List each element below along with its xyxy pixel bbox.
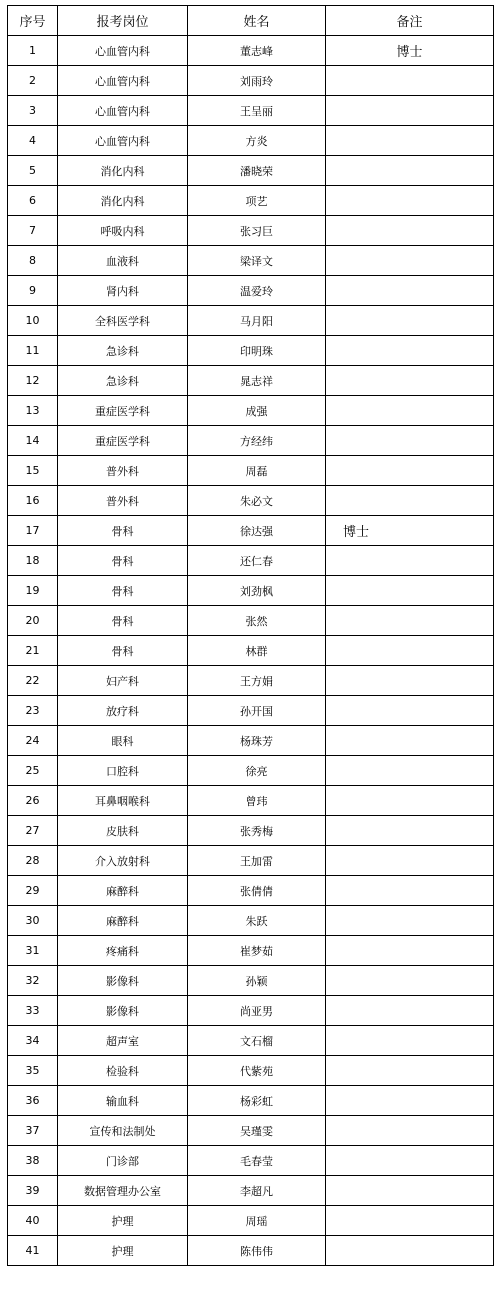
- table-row: [8, 546, 494, 576]
- cell-serial-number: 29: [8, 876, 58, 906]
- cell-applied-post: 眼科: [58, 726, 188, 756]
- cell-serial-number: 31: [8, 936, 58, 966]
- cell-applied-post: 心血管内科: [58, 66, 188, 96]
- header-remarks: 备注: [326, 6, 494, 36]
- cell-serial-number: 33: [8, 996, 58, 1026]
- cell-applied-post: 血液科: [58, 246, 188, 276]
- table-row: [8, 246, 494, 276]
- cell-remarks: [326, 456, 494, 486]
- table-row: [8, 1086, 494, 1116]
- table-row: [8, 66, 494, 96]
- cell-remarks: [326, 1116, 494, 1146]
- cell-applied-post: 骨科: [58, 576, 188, 606]
- cell-serial-number: 28: [8, 846, 58, 876]
- cell-applied-post: 妇产科: [58, 666, 188, 696]
- cell-remarks: [326, 876, 494, 906]
- cell-name: 崔梦茹: [188, 936, 326, 966]
- cell-applied-post: 护理: [58, 1206, 188, 1236]
- cell-name: 朱必文: [188, 486, 326, 516]
- table-row: [8, 876, 494, 906]
- table-row: [8, 906, 494, 936]
- cell-applied-post: 检验科: [58, 1056, 188, 1086]
- table-row: [8, 576, 494, 606]
- cell-applied-post: 骨科: [58, 546, 188, 576]
- cell-applied-post: 皮肤科: [58, 816, 188, 846]
- table-row: [8, 186, 494, 216]
- cell-name: 尚亚男: [188, 996, 326, 1026]
- cell-remarks: [326, 546, 494, 576]
- cell-applied-post: 影像科: [58, 966, 188, 996]
- cell-serial-number: 5: [8, 156, 58, 186]
- cell-serial-number: 39: [8, 1176, 58, 1206]
- table-row: [8, 336, 494, 366]
- cell-name: 孙开国: [188, 696, 326, 726]
- cell-remarks: [326, 606, 494, 636]
- cell-name: 张秀梅: [188, 816, 326, 846]
- roster-table: [7, 5, 494, 1266]
- cell-applied-post: 普外科: [58, 486, 188, 516]
- cell-applied-post: 疼痛科: [58, 936, 188, 966]
- cell-serial-number: 26: [8, 786, 58, 816]
- cell-serial-number: 24: [8, 726, 58, 756]
- cell-name: 徐亮: [188, 756, 326, 786]
- cell-name: 方经纬: [188, 426, 326, 456]
- table-row: [8, 456, 494, 486]
- cell-serial-number: 16: [8, 486, 58, 516]
- table-row: [8, 96, 494, 126]
- cell-applied-post: 骨科: [58, 636, 188, 666]
- cell-name: 周磊: [188, 456, 326, 486]
- cell-applied-post: 骨科: [58, 516, 188, 546]
- page-bottom-spacer: [7, 1270, 493, 1271]
- cell-serial-number: 36: [8, 1086, 58, 1116]
- cell-serial-number: 37: [8, 1116, 58, 1146]
- cell-applied-post: 数据管理办公室: [58, 1176, 188, 1206]
- cell-applied-post: 护理: [58, 1236, 188, 1266]
- cell-applied-post: 心血管内科: [58, 36, 188, 66]
- table-row: [8, 756, 494, 786]
- cell-name: 方炎: [188, 126, 326, 156]
- table-row: [8, 1056, 494, 1086]
- table-row: [8, 996, 494, 1026]
- cell-name: 刘劲枫: [188, 576, 326, 606]
- cell-serial-number: 23: [8, 696, 58, 726]
- table-row: [8, 156, 494, 186]
- cell-name: 张习巨: [188, 216, 326, 246]
- cell-applied-post: 麻醉科: [58, 876, 188, 906]
- header-applied-post: 报考岗位: [58, 6, 188, 36]
- cell-name: 马月阳: [188, 306, 326, 336]
- cell-serial-number: 38: [8, 1146, 58, 1176]
- cell-serial-number: 21: [8, 636, 58, 666]
- cell-remarks: [326, 966, 494, 996]
- cell-name: 徐达强: [188, 516, 326, 546]
- cell-name: 印明珠: [188, 336, 326, 366]
- cell-applied-post: 输血科: [58, 1086, 188, 1116]
- cell-serial-number: 9: [8, 276, 58, 306]
- cell-serial-number: 7: [8, 216, 58, 246]
- cell-remarks: [326, 1236, 494, 1266]
- cell-applied-post: 心血管内科: [58, 126, 188, 156]
- cell-remarks: [326, 216, 494, 246]
- cell-remarks: [326, 336, 494, 366]
- cell-remarks: [326, 846, 494, 876]
- cell-remarks: [326, 696, 494, 726]
- cell-name: 王呈丽: [188, 96, 326, 126]
- table-row: [8, 36, 494, 66]
- cell-remarks: 博士: [326, 516, 494, 546]
- cell-applied-post: 口腔科: [58, 756, 188, 786]
- cell-remarks: [326, 636, 494, 666]
- cell-serial-number: 30: [8, 906, 58, 936]
- cell-applied-post: 肾内科: [58, 276, 188, 306]
- cell-applied-post: 普外科: [58, 456, 188, 486]
- cell-name: 吴瑾雯: [188, 1116, 326, 1146]
- cell-applied-post: 消化内科: [58, 186, 188, 216]
- cell-applied-post: 影像科: [58, 996, 188, 1026]
- cell-name: 周瑶: [188, 1206, 326, 1236]
- header-row: [8, 6, 494, 36]
- cell-remarks: [326, 906, 494, 936]
- cell-applied-post: 宣传和法制处: [58, 1116, 188, 1146]
- cell-remarks: [326, 936, 494, 966]
- cell-remarks: [326, 186, 494, 216]
- cell-name: 杨珠芳: [188, 726, 326, 756]
- cell-remarks: [326, 426, 494, 456]
- cell-applied-post: 呼吸内科: [58, 216, 188, 246]
- table-row: [8, 1236, 494, 1266]
- cell-applied-post: 耳鼻咽喉科: [58, 786, 188, 816]
- cell-serial-number: 1: [8, 36, 58, 66]
- cell-applied-post: 急诊科: [58, 336, 188, 366]
- cell-applied-post: 骨科: [58, 606, 188, 636]
- cell-applied-post: 介入放射科: [58, 846, 188, 876]
- table-row: [8, 666, 494, 696]
- cell-remarks: [326, 126, 494, 156]
- table-row: [8, 306, 494, 336]
- cell-name: 刘雨玲: [188, 66, 326, 96]
- cell-serial-number: 27: [8, 816, 58, 846]
- cell-name: 曾玮: [188, 786, 326, 816]
- cell-remarks: [326, 1146, 494, 1176]
- cell-name: 项艺: [188, 186, 326, 216]
- cell-serial-number: 19: [8, 576, 58, 606]
- cell-remarks: [326, 576, 494, 606]
- cell-serial-number: 10: [8, 306, 58, 336]
- table-row: [8, 816, 494, 846]
- cell-name: 朱跃: [188, 906, 326, 936]
- cell-name: 杨彩虹: [188, 1086, 326, 1116]
- table-row: [8, 1176, 494, 1206]
- cell-remarks: [326, 156, 494, 186]
- table-row: [8, 936, 494, 966]
- cell-name: 潘晓荣: [188, 156, 326, 186]
- cell-serial-number: 3: [8, 96, 58, 126]
- cell-remarks: [326, 816, 494, 846]
- cell-applied-post: 重症医学科: [58, 396, 188, 426]
- cell-applied-post: 麻醉科: [58, 906, 188, 936]
- table-header: [8, 6, 494, 36]
- table-row: [8, 426, 494, 456]
- cell-remarks: [326, 1026, 494, 1056]
- cell-serial-number: 35: [8, 1056, 58, 1086]
- cell-remarks: [326, 246, 494, 276]
- table-body: [8, 36, 494, 1266]
- cell-remarks: 博士: [326, 36, 494, 66]
- cell-serial-number: 18: [8, 546, 58, 576]
- table-row: [8, 846, 494, 876]
- cell-applied-post: 超声室: [58, 1026, 188, 1056]
- table-row: [8, 126, 494, 156]
- table-row: [8, 486, 494, 516]
- table-row: [8, 276, 494, 306]
- table-row: [8, 1146, 494, 1176]
- cell-name: 代紫苑: [188, 1056, 326, 1086]
- cell-serial-number: 15: [8, 456, 58, 486]
- cell-name: 晁志祥: [188, 366, 326, 396]
- cell-name: 张然: [188, 606, 326, 636]
- cell-serial-number: 25: [8, 756, 58, 786]
- cell-name: 梁译文: [188, 246, 326, 276]
- cell-remarks: [326, 1056, 494, 1086]
- cell-serial-number: 20: [8, 606, 58, 636]
- cell-remarks: [326, 1206, 494, 1236]
- cell-remarks: [326, 96, 494, 126]
- table-row: [8, 1206, 494, 1236]
- cell-serial-number: 14: [8, 426, 58, 456]
- cell-remarks: [326, 66, 494, 96]
- cell-name: 孙颖: [188, 966, 326, 996]
- cell-applied-post: 全科医学科: [58, 306, 188, 336]
- cell-remarks: [326, 756, 494, 786]
- cell-remarks: [326, 726, 494, 756]
- cell-serial-number: 17: [8, 516, 58, 546]
- cell-remarks: [326, 786, 494, 816]
- cell-name: 温爱玲: [188, 276, 326, 306]
- cell-serial-number: 11: [8, 336, 58, 366]
- cell-name: 王加雷: [188, 846, 326, 876]
- table-row: [8, 1116, 494, 1146]
- cell-remarks: [326, 396, 494, 426]
- cell-serial-number: 13: [8, 396, 58, 426]
- cell-applied-post: 重症医学科: [58, 426, 188, 456]
- cell-serial-number: 40: [8, 1206, 58, 1236]
- cell-serial-number: 12: [8, 366, 58, 396]
- cell-remarks: [326, 306, 494, 336]
- cell-remarks: [326, 996, 494, 1026]
- cell-name: 王方娟: [188, 666, 326, 696]
- table-row: [8, 396, 494, 426]
- cell-name: 林群: [188, 636, 326, 666]
- cell-applied-post: 急诊科: [58, 366, 188, 396]
- cell-serial-number: 34: [8, 1026, 58, 1056]
- table-row: [8, 366, 494, 396]
- cell-serial-number: 8: [8, 246, 58, 276]
- cell-name: 还仁春: [188, 546, 326, 576]
- cell-remarks: [326, 276, 494, 306]
- cell-name: 董志峰: [188, 36, 326, 66]
- cell-name: 张倩倩: [188, 876, 326, 906]
- table-row: [8, 606, 494, 636]
- cell-remarks: [326, 1176, 494, 1206]
- cell-remarks: [326, 486, 494, 516]
- cell-remarks: [326, 666, 494, 696]
- cell-name: 李超凡: [188, 1176, 326, 1206]
- table-row: [8, 516, 494, 546]
- cell-name: 文石榴: [188, 1026, 326, 1056]
- cell-serial-number: 41: [8, 1236, 58, 1266]
- cell-applied-post: 心血管内科: [58, 96, 188, 126]
- cell-serial-number: 6: [8, 186, 58, 216]
- table-row: [8, 786, 494, 816]
- cell-serial-number: 2: [8, 66, 58, 96]
- cell-name: 陈伟伟: [188, 1236, 326, 1266]
- header-name: 姓名: [188, 6, 326, 36]
- cell-name: 成强: [188, 396, 326, 426]
- table-row: [8, 216, 494, 246]
- cell-remarks: [326, 366, 494, 396]
- cell-applied-post: 放疗科: [58, 696, 188, 726]
- table-row: [8, 696, 494, 726]
- cell-remarks: [326, 1086, 494, 1116]
- table-row: [8, 636, 494, 666]
- table-row: [8, 726, 494, 756]
- header-serial-number: 序号: [8, 6, 58, 36]
- cell-applied-post: 消化内科: [58, 156, 188, 186]
- table-row: [8, 1026, 494, 1056]
- cell-serial-number: 32: [8, 966, 58, 996]
- cell-serial-number: 22: [8, 666, 58, 696]
- cell-name: 毛春莹: [188, 1146, 326, 1176]
- table-row: [8, 966, 494, 996]
- cell-applied-post: 门诊部: [58, 1146, 188, 1176]
- cell-serial-number: 4: [8, 126, 58, 156]
